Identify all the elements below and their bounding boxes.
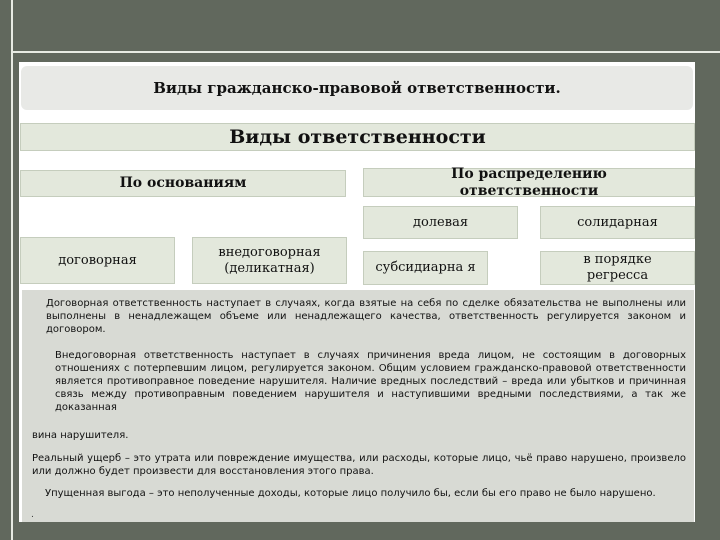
box-contractual: договорная [20, 237, 175, 284]
box-by-distribution: По распределению ответственности [363, 168, 695, 197]
box-subsidiary: субсидиарна я [363, 251, 488, 285]
box-recourse: в порядке регресса [540, 251, 695, 285]
box-by-grounds: По основаниям [20, 170, 346, 197]
box-shared: долевая [363, 206, 518, 239]
slide-title: Виды гражданско-правовой ответственности. [21, 66, 693, 110]
paragraph-lost-profit: Упущенная выгода – это неполученные доходы, которые лицо получило бы, если бы его право не было нарушено. [45, 488, 656, 499]
paragraph-guilt: вина нарушителя. [32, 430, 129, 441]
paragraph-actual-damage: Реальный ущерб – это утрата или повреждение имущества, или расходы, которые лицо, чьё право нарушено, произвело или должно будет произвести для восстановления этого права. [32, 453, 686, 477]
paragraph-contractual: Договорная ответственность наступает в случаях, когда взятые на себя по сделке обязательства не выполнены или выполнены в ненадлежащем объеме или ненадлежащего качества, ответственность регулируется законом и договором. [46, 298, 686, 335]
bullet-mark: . [31, 510, 34, 520]
box-joint: солидарная [540, 206, 695, 239]
box-types-of-liability: Виды ответственности [20, 123, 695, 151]
paragraph-noncontractual: Внедоговорная ответственность наступает в случаях причинения вреда лицом, не состоящим в договорных отношениях с потерпевшим лицом, регулируется законом. Общим условием гражданско-правовой ответственности является противоправное поведение нарушителя. Наличие вредных последствий – вреда или убытков и причинная связь между противоправным поведением нарушителя и наступившими вредными последствиями, а так же доказанная [55, 350, 686, 413]
box-noncontractual: внедоговорная (деликатная) [192, 237, 347, 284]
